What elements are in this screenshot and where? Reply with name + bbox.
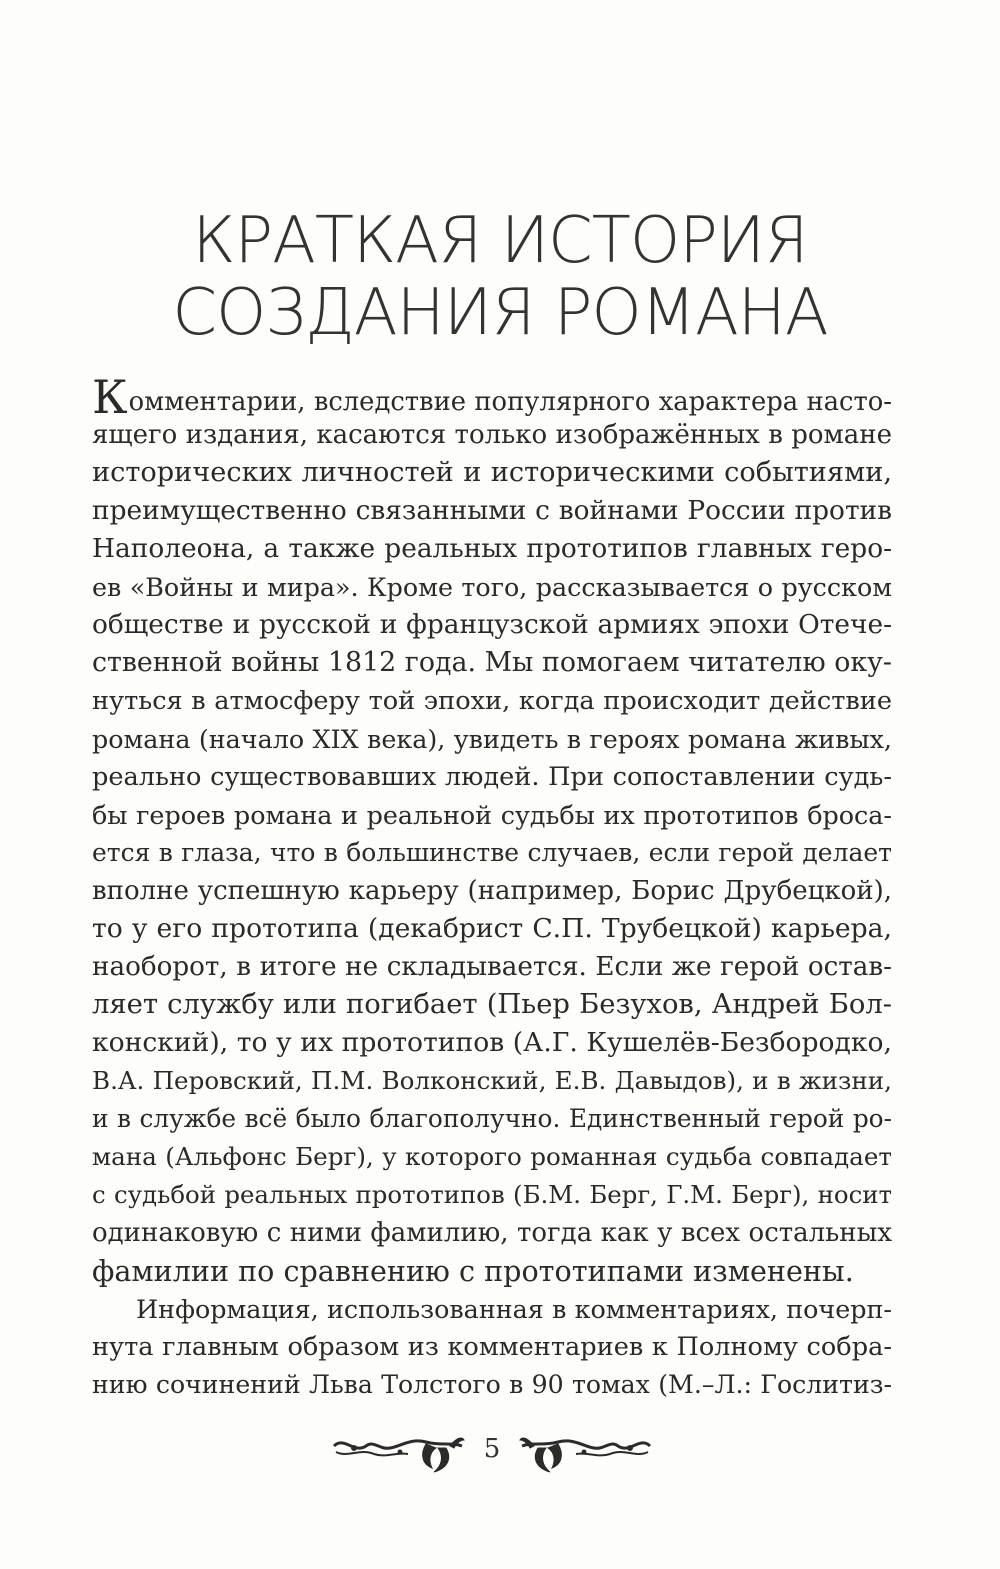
text-line: реально существовавших людей. При сопоставлении судь-	[92, 762, 892, 792]
text-line: мана (Альфонс Берг), у которого романная судьба совпадает	[92, 1142, 892, 1171]
text-line: преимущественно связанными с войнами России против	[92, 495, 892, 526]
page-number: 5	[483, 1434, 501, 1464]
text-line: ляет службу или погибает (Пьер Безухов, Андрей Бол-	[92, 989, 892, 1020]
text-line: нию сочинений Льва Толстого в 90 томах (М.–Л.: Гослитиз-	[92, 1370, 892, 1399]
text-line: Информация, использованная в комментариях, почерп-	[136, 1294, 892, 1324]
text-line: бы героев романа и реальной судьбы их прототипов броса-	[92, 800, 892, 830]
text-line: конский), то у их прототипов (А.Г. Кушелёв-Безбородко,	[92, 1027, 892, 1058]
text-line: и в службе всё было благополучно. Единственный герой ро-	[92, 1104, 892, 1133]
text-line: романа (начало XIX века), увидеть в героях романа живых,	[92, 724, 892, 754]
text-line: обществе и русской и французской армиях эпохи Отече-	[92, 609, 892, 640]
chapter-title-line-2: СОЗДАНИЯ РОМАНА	[172, 276, 828, 350]
drop-cap: К	[92, 370, 128, 424]
text-line: исторических личностей и историческими событиями,	[92, 457, 892, 488]
text-line: одинаковую с ними фамилию, тогда как у всех остальных	[92, 1218, 892, 1248]
page-footer	[0, 1428, 1000, 1478]
text-line: В.А. Перовский, П.М. Волконский, Е.В. Давыдов), и в жизни,	[92, 1066, 892, 1095]
text-line: то у его прототипа (декабрист С.П. Трубецкой) карьера,	[92, 913, 892, 944]
text-line: нута главным образом из комментариев к Полному собра-	[92, 1332, 892, 1362]
text-line: Наполеона, а также реальных прототипов главных геро-	[92, 533, 892, 564]
text-line: вполне успешную карьеру (например, Борис Друбецкой),	[92, 876, 892, 906]
flourish-ornament-left-icon	[330, 1428, 466, 1478]
text-line: ется в глаза, что в большинстве случаев, если герой делает	[92, 838, 892, 867]
text-line: с судьбой реальных прототипов (Б.М. Берг, Г.М. Берг), носит	[92, 1180, 892, 1209]
flourish-ornament-right-icon	[518, 1428, 654, 1478]
text-line: наоборот, в итоге не складывается. Если же герой остав-	[92, 952, 892, 982]
chapter-title	[0, 205, 1000, 349]
text-line: фамилии по сравнению с прототипами изменены.	[92, 1254, 854, 1288]
text-line: Комментарии, вследствие популярного характера насто-	[92, 370, 892, 424]
text-line: нуться в атмосферу той эпохи, когда происходит действие	[92, 686, 892, 716]
chapter-title-line-1: КРАТКАЯ ИСТОРИЯ	[192, 204, 808, 278]
text-line: ственной войны 1812 года. Мы помогаем читателю оку-	[92, 647, 892, 678]
text-line: ящего издания, касаются только изображённых в романе	[92, 420, 892, 450]
body-text	[92, 370, 892, 1404]
text-line: ев «Войны и мира». Кроме того, рассказывается о русском	[92, 572, 892, 602]
